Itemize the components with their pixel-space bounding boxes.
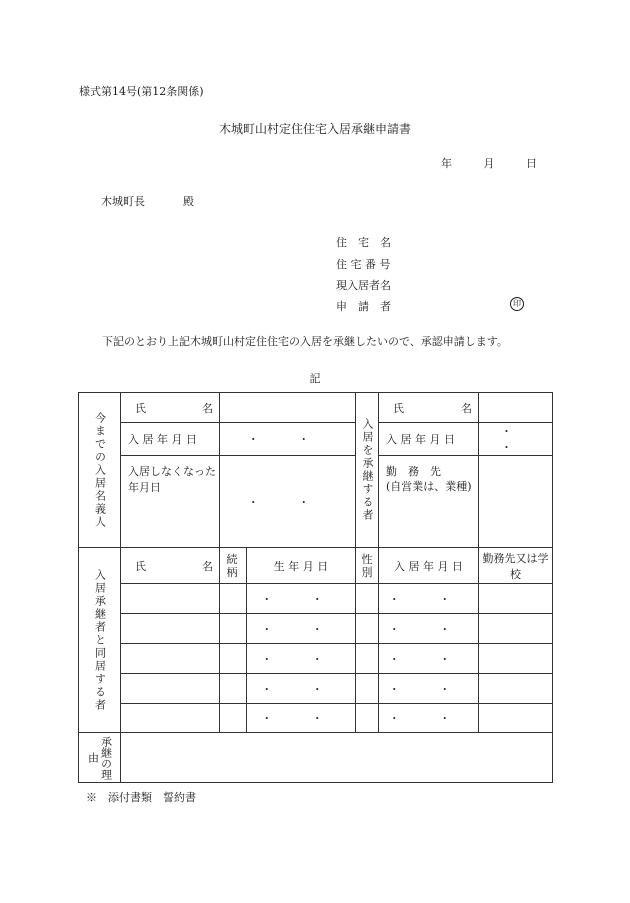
work-field[interactable] xyxy=(479,456,553,548)
co-movein-date[interactable]: ・ ・ xyxy=(379,584,479,614)
sex-header: 性別 xyxy=(356,548,379,584)
birth-date[interactable]: ・ ・ xyxy=(247,584,356,614)
co-movein-date[interactable]: ・ ・ xyxy=(379,674,479,704)
co-name-field[interactable] xyxy=(121,644,220,674)
birth-date[interactable]: ・ ・ xyxy=(247,614,356,644)
table-row xyxy=(79,704,553,733)
work-school-field[interactable] xyxy=(479,584,553,614)
applicant-label: 申 請 者 xyxy=(336,300,391,313)
section-successor: 入居を承継する者 xyxy=(356,393,379,548)
co-name-header: 氏 名 xyxy=(121,548,220,584)
house-name-label: 住 宅 名 xyxy=(336,236,391,249)
co-name-field[interactable] xyxy=(121,614,220,644)
relation-field[interactable] xyxy=(220,644,247,674)
relation-field[interactable] xyxy=(220,584,247,614)
addressee xyxy=(101,193,194,209)
prev-movein-label: 入 居 年 月 日 xyxy=(121,423,220,456)
relation-field[interactable] xyxy=(220,674,247,704)
co-name-field[interactable] xyxy=(121,704,220,733)
birth-header: 生 年 月 日 xyxy=(247,548,356,584)
addressee-name: 木城町長 xyxy=(101,195,145,208)
date-line xyxy=(441,155,537,171)
sex-field[interactable] xyxy=(356,644,379,674)
reason-field[interactable] xyxy=(121,733,553,783)
succ-movein-label: 入 居 年 月 日 xyxy=(379,423,479,456)
prev-movein-date[interactable]: ・ ・ xyxy=(220,423,356,456)
addressee-honorific: 殿 xyxy=(183,195,194,208)
sex-field[interactable] xyxy=(356,704,379,733)
succ-movein-date[interactable]: ・ ・ xyxy=(479,423,553,456)
current-resident-label: 現入居者名 xyxy=(336,279,391,292)
work-school-field[interactable] xyxy=(479,704,553,733)
prev-name-label: 氏 名 xyxy=(121,393,220,423)
relation-field[interactable] xyxy=(220,704,247,733)
table-row xyxy=(79,674,553,704)
form-number: 様式第14号(第12条関係) xyxy=(79,85,204,98)
work-school-field[interactable] xyxy=(479,614,553,644)
attachment-note: ※ 添付書類 誓約書 xyxy=(86,791,196,804)
relation-header: 続柄 xyxy=(220,548,247,584)
section-previous-resident: 今までの入居名義人 xyxy=(79,393,121,548)
co-name-field[interactable] xyxy=(121,674,220,704)
birth-date[interactable]: ・ ・ xyxy=(247,674,356,704)
work-school-field[interactable] xyxy=(479,644,553,674)
section-cohabitants: 入居承継者と同居する者 xyxy=(79,548,121,733)
moveout-label: 入居しなくなった年月日 xyxy=(121,456,220,548)
section-reason: 承継の理由 xyxy=(79,733,121,783)
sex-field[interactable] xyxy=(356,674,379,704)
co-movein-date[interactable]: ・ ・ xyxy=(379,704,479,733)
house-number-label: 住 宅 番 号 xyxy=(336,258,391,271)
application-table xyxy=(78,392,553,783)
prev-name-field[interactable] xyxy=(220,393,356,423)
work-label: 勤 務 先 (自営業は、業種) xyxy=(379,456,479,548)
co-movein-date[interactable]: ・ ・ xyxy=(379,644,479,674)
sex-field[interactable] xyxy=(356,584,379,614)
co-movein-header: 入 居 年 月 日 xyxy=(379,548,479,584)
ki-heading: 記 xyxy=(309,372,321,385)
co-movein-date[interactable]: ・ ・ xyxy=(379,614,479,644)
table-row xyxy=(79,584,553,614)
succ-name-field[interactable] xyxy=(479,393,553,423)
sex-field[interactable] xyxy=(356,614,379,644)
seal-icon: 印 xyxy=(510,297,524,311)
date-day: 日 xyxy=(526,157,537,170)
co-name-field[interactable] xyxy=(121,584,220,614)
table-row xyxy=(79,614,553,644)
work-school-header: 勤務先又は学校 xyxy=(479,548,553,584)
date-month: 月 xyxy=(483,157,495,170)
birth-date[interactable]: ・ ・ xyxy=(247,644,356,674)
birth-date[interactable]: ・ ・ xyxy=(247,704,356,733)
table-row xyxy=(79,644,553,674)
statement: 下記のとおり上記木城町山村定住住宅の入居を承継したいので、承認申請します。 xyxy=(102,335,508,348)
document-title: 木城町山村定住住宅入居承継申請書 xyxy=(218,122,411,136)
work-school-field[interactable] xyxy=(479,674,553,704)
date-year: 年 xyxy=(441,157,452,170)
relation-field[interactable] xyxy=(220,614,247,644)
succ-name-label: 氏 名 xyxy=(379,393,479,423)
moveout-date[interactable]: ・ ・ xyxy=(220,456,356,548)
